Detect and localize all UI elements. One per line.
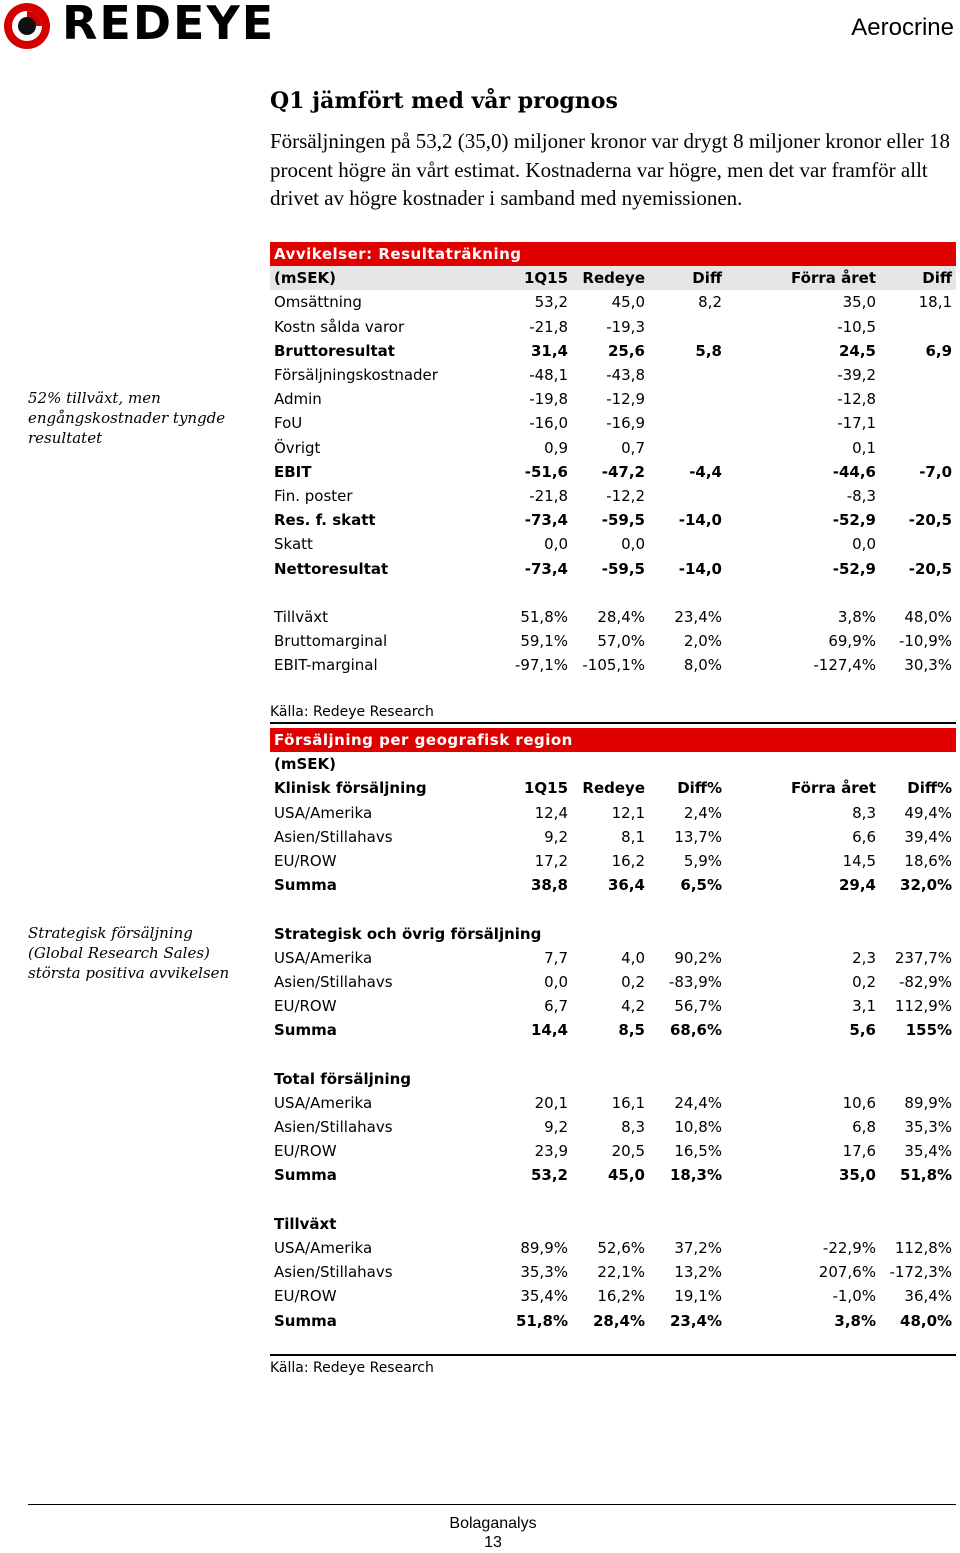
table-cell: 28,4% [592, 1311, 645, 1330]
table-cell: 90,2% [674, 948, 722, 967]
table-cell: 10,6 [842, 1093, 876, 1112]
table-cell: 59,1% [520, 632, 568, 651]
table-cell: 4,0 [621, 948, 645, 967]
table-row [270, 1115, 956, 1139]
table-cell [495, 1212, 568, 1236]
table-cell: 7,7 [544, 948, 568, 967]
table-row [270, 1067, 956, 1091]
table-cell: Summa [274, 1166, 337, 1185]
table-cell [568, 1212, 645, 1236]
table-cell: -39,2 [837, 366, 876, 385]
column-header: Klinisk försäljning [274, 779, 427, 798]
section-intro: Försäljningen på 53,2 (35,0) miljoner kronor var drygt 8 miljoner kronor eller 18 procent högre än vårt estimat. Kostnaderna var högre, men det var framför allt drivet av högre kostnader i samband med nyemissionen. [270, 129, 951, 210]
table-cell: 3,8% [837, 607, 876, 626]
table-row [270, 484, 956, 508]
spacer-cell [270, 897, 956, 921]
table-cell: 37,2% [674, 1239, 722, 1258]
table-cell [645, 315, 722, 339]
table-cell: 16,2% [597, 1287, 645, 1306]
table-cell: 0,2 [621, 972, 645, 991]
brand-name: REDEYE [62, 0, 276, 50]
table-cell: 36,4% [904, 1287, 953, 1306]
table-cell: 52,6% [597, 1239, 645, 1258]
table-cell: -44,6 [832, 462, 876, 481]
table-cell: Tillväxt [274, 607, 329, 626]
table-cell: -52,9 [832, 511, 876, 530]
table-cell: -7,0 [919, 462, 953, 481]
table-cell [645, 411, 722, 435]
table-row [270, 460, 956, 484]
table-row [270, 1212, 956, 1236]
table-title: Avvikelser: Resultaträkning [270, 242, 956, 266]
column-header: (mSEK) [270, 266, 495, 290]
table-row [270, 363, 956, 387]
table-row [270, 436, 956, 460]
table-cell: 35,4% [520, 1287, 568, 1306]
table-cell: -8,3 [846, 486, 876, 505]
table-cell: 237,7% [894, 948, 953, 967]
table-cell: -47,2 [601, 462, 645, 481]
table-cell: 0,7 [621, 438, 645, 457]
table-cell: 17,6 [842, 1142, 876, 1161]
table-cell: 2,0% [683, 632, 722, 651]
table-cell: Admin [274, 390, 322, 409]
unit-row [270, 752, 956, 776]
table-cell: Asien/Stillahavs [274, 972, 393, 991]
table-row [270, 994, 956, 1018]
table-cell [876, 315, 956, 339]
table-cell: Summa [274, 876, 337, 895]
table-cell [876, 363, 956, 387]
company-name: Aerocrine [851, 14, 954, 41]
table-cell: 0,0 [544, 535, 568, 554]
table-cell: -73,4 [524, 559, 568, 578]
table2-bottom-rule [270, 1354, 956, 1356]
table-cell: -19,8 [529, 390, 568, 409]
side-note-strategic: Strategisk försäljning (Global Research Sales) största positiva avvikelsen [28, 924, 230, 982]
table-cell: -22,9% [822, 1239, 876, 1258]
table-cell: 38,8 [530, 876, 568, 895]
table-cell: 45,0 [611, 293, 645, 312]
table-cell: 48,0% [904, 607, 953, 626]
table-cell: -48,1 [529, 366, 568, 385]
table-row [270, 411, 956, 435]
table-cell: -14,0 [678, 559, 722, 578]
column-header: Förra året [722, 266, 876, 290]
income-deviation-table [270, 242, 956, 677]
table-cell: -73,4 [524, 511, 568, 530]
table-cell: Asien/Stillahavs [274, 1118, 393, 1137]
table-cell [722, 922, 876, 946]
table-cell [876, 922, 956, 946]
table-cell: 8,3 [621, 1118, 645, 1137]
table-row [270, 801, 956, 825]
table-cell: 0,9 [544, 438, 568, 457]
table-cell: 16,1 [611, 1093, 645, 1112]
table-cell: -21,8 [529, 317, 568, 336]
table-row [270, 1260, 956, 1284]
table-cell: 6,7 [544, 997, 568, 1016]
table-cell: 35,3% [904, 1118, 953, 1137]
table-row [270, 849, 956, 873]
table-header-row [270, 266, 956, 290]
table-cell: 28,4% [597, 607, 645, 626]
table-cell: 13,2% [674, 1263, 722, 1282]
page-number: 13 [484, 1534, 502, 1551]
table-row [270, 1018, 956, 1042]
table-cell: 51,8% [515, 1311, 568, 1330]
table-cell: USA/Amerika [274, 1239, 373, 1258]
table-cell: 19,1% [674, 1287, 722, 1306]
table-cell: EBIT [274, 462, 312, 481]
table-cell: -14,0 [678, 511, 722, 530]
footer-label: Bolaganalys [449, 1515, 537, 1532]
table-cell: 23,9 [534, 1142, 568, 1161]
column-header: 1Q15 [495, 266, 568, 290]
table-cell: 69,9% [828, 632, 876, 651]
table-cell: -43,8 [606, 366, 645, 385]
table-cell [645, 532, 722, 556]
table-cell: 0,2 [852, 972, 876, 991]
table-cell: Summa [274, 1021, 337, 1040]
table-cell: -20,5 [908, 559, 953, 578]
table-cell [495, 1067, 568, 1091]
table-cell: 49,4% [904, 803, 953, 822]
table-cell: 16,5% [674, 1142, 722, 1161]
table-cell: EU/ROW [274, 997, 337, 1016]
table-cell [876, 484, 956, 508]
table-cell: 155% [905, 1021, 953, 1040]
footer-rule [28, 1504, 956, 1505]
table-cell: 53,2 [530, 1166, 568, 1185]
table-cell: EU/ROW [274, 1287, 337, 1306]
table-cell: 35,3% [520, 1263, 568, 1282]
table-cell: Summa [274, 1311, 337, 1330]
table-cell [645, 363, 722, 387]
table-cell: Fin. poster [274, 486, 353, 505]
table-cell: 57,0% [597, 632, 645, 651]
table-cell: Skatt [274, 535, 313, 554]
table-cell: 6,5% [680, 876, 722, 895]
table-cell: 4,2 [621, 997, 645, 1016]
table-cell: 18,1 [918, 293, 953, 312]
table-cell: 20,1 [534, 1093, 568, 1112]
table-cell: FoU [274, 414, 303, 433]
table-cell: EBIT-marginal [274, 656, 378, 675]
table-row [270, 1163, 956, 1187]
spacer-cell [270, 581, 956, 605]
table-cell: 8,5 [618, 1021, 645, 1040]
table-cell: USA/Amerika [274, 948, 373, 967]
table-cell [645, 922, 722, 946]
table-row [270, 508, 956, 532]
table-cell: Asien/Stillahavs [274, 827, 393, 846]
table-cell: USA/Amerika [274, 1093, 373, 1112]
redeye-logo [0, 0, 276, 52]
table-cell: Övrigt [274, 438, 321, 457]
table-cell: 2,3 [852, 948, 876, 967]
table-cell: 51,8% [900, 1166, 953, 1185]
table-cell: 18,3% [669, 1166, 722, 1185]
section-title: Q1 jämfört med vår prognos [270, 88, 618, 114]
table-cell [876, 1067, 956, 1091]
table-cell: -97,1% [514, 656, 568, 675]
table-cell [645, 436, 722, 460]
spacer-row [270, 1042, 956, 1066]
table-cell: 51,8% [520, 607, 568, 626]
table-cell: 8,0% [683, 656, 722, 675]
table-cell: 8,3 [852, 803, 876, 822]
table-cell: 32,0% [900, 876, 953, 895]
table-cell: -83,9% [668, 972, 722, 991]
column-header: Förra året [791, 779, 876, 798]
table-cell [645, 387, 722, 411]
table-cell: -172,3% [889, 1263, 953, 1282]
table-cell: 53,2 [534, 293, 568, 312]
table-cell: 5,8 [695, 341, 722, 360]
table-cell: -12,9 [606, 390, 645, 409]
table-cell: -82,9% [898, 972, 953, 991]
table-cell: Försäljningskostnader [274, 366, 438, 385]
column-header: Diff [876, 266, 956, 290]
table-cell: 0,0 [852, 535, 876, 554]
table-row [270, 970, 956, 994]
table-cell: 12,1 [611, 803, 645, 822]
table-cell [645, 484, 722, 508]
table-row [270, 556, 956, 580]
table-row [270, 605, 956, 629]
table-cell: 3,1 [852, 997, 876, 1016]
redeye-eye-icon [1, 0, 53, 52]
table-cell: 14,5 [842, 852, 876, 871]
table-cell: 24,5 [838, 341, 876, 360]
table-cell: 5,6 [849, 1021, 876, 1040]
table-row [270, 873, 956, 897]
table-cell: 17,2 [534, 852, 568, 871]
table-cell: -59,5 [601, 559, 645, 578]
table-cell [645, 1067, 722, 1091]
table-row [270, 532, 956, 556]
table-cell: 0,0 [544, 972, 568, 991]
table-row [270, 1091, 956, 1115]
table-cell: 3,8% [834, 1311, 876, 1330]
table-cell: -12,2 [606, 486, 645, 505]
table-cell [876, 1212, 956, 1236]
table-row [270, 1309, 956, 1333]
table-cell: 35,0 [842, 293, 876, 312]
table-cell: Bruttomarginal [274, 632, 388, 651]
table-cell: -10,9% [898, 632, 953, 651]
table1-source: Källa: Redeye Research [270, 704, 956, 724]
table-cell: -12,8 [837, 390, 876, 409]
table-cell: Res. f. skatt [274, 511, 376, 530]
table-row [270, 1139, 956, 1163]
table-cell: 9,2 [544, 827, 568, 846]
table-cell [568, 1067, 645, 1091]
table-cell [876, 532, 956, 556]
table-cell: -105,1% [582, 656, 645, 675]
table-cell: -21,8 [529, 486, 568, 505]
column-header: Diff% [907, 779, 953, 798]
table-row [270, 387, 956, 411]
table-cell: Kostn sålda varor [274, 317, 405, 336]
table-cell: -52,9 [832, 559, 876, 578]
table-cell: 10,8% [674, 1118, 722, 1137]
table-cell: -4,4 [689, 462, 722, 481]
table-row [270, 946, 956, 970]
page-footer [0, 1514, 960, 1552]
table-cell: 112,8% [894, 1239, 953, 1258]
table-cell: Asien/Stillahavs [274, 1263, 393, 1282]
table-cell: EU/ROW [274, 852, 337, 871]
column-header: 1Q15 [523, 779, 568, 798]
table-cell: 13,7% [674, 827, 722, 846]
table-cell [722, 1067, 876, 1091]
table-cell: 2,4% [683, 803, 722, 822]
table-cell: 89,9% [904, 1093, 953, 1112]
table-cell: -1,0% [832, 1287, 876, 1306]
spacer-cell [270, 1042, 956, 1066]
unit-label: (mSEK) [274, 755, 337, 774]
table-cell: 6,8 [852, 1118, 876, 1137]
table-cell: 8,2 [698, 293, 722, 312]
spacer-cell [270, 1188, 956, 1212]
table-cell: -17,1 [837, 414, 876, 433]
table-cell: 207,6% [818, 1263, 876, 1282]
table-cell: USA/Amerika [274, 803, 373, 822]
table-cell: 6,6 [852, 827, 876, 846]
table-title-row [270, 728, 956, 752]
table-cell [645, 1212, 722, 1236]
table-cell: Total försäljning [274, 1069, 411, 1088]
table-row [270, 1284, 956, 1308]
table-cell: 68,6% [669, 1021, 722, 1040]
table-cell: -127,4% [813, 656, 876, 675]
table-row [270, 1236, 956, 1260]
table-cell: -19,3 [606, 317, 645, 336]
table-cell: -51,6 [524, 462, 568, 481]
table-cell: 22,1% [597, 1263, 645, 1282]
table-cell: 18,6% [904, 852, 953, 871]
table-cell: 30,3% [904, 656, 953, 675]
column-header: Diff% [677, 779, 722, 798]
table-row [270, 922, 956, 946]
table-cell [722, 1212, 876, 1236]
table-cell [568, 922, 645, 946]
table-cell: 23,4% [669, 1311, 722, 1330]
side-note-growth: 52% tillväxt, men engångskostnader tyngde resultatet [28, 389, 226, 447]
table-cell: 29,4 [838, 876, 876, 895]
table-cell: -59,5 [601, 511, 645, 530]
spacer-row [270, 1188, 956, 1212]
column-header: Redeye [568, 266, 645, 290]
table2-source: Källa: Redeye Research [270, 1360, 434, 1376]
table-cell: -16,0 [529, 414, 568, 433]
table-row [270, 315, 956, 339]
table-cell: 23,4% [674, 607, 722, 626]
table-cell: 8,1 [621, 827, 645, 846]
table-cell: 0,1 [852, 438, 876, 457]
table-cell: 16,2 [611, 852, 645, 871]
table-row [270, 825, 956, 849]
table-cell: 31,4 [530, 341, 568, 360]
regional-sales-table [270, 728, 956, 1333]
table-row [270, 290, 956, 314]
table-row [270, 653, 956, 677]
table-cell: EU/ROW [274, 1142, 337, 1161]
table-row [270, 629, 956, 653]
table-cell: -16,9 [606, 414, 645, 433]
spacer-row [270, 897, 956, 921]
table-cell: 35,0 [838, 1166, 876, 1185]
table-cell: 9,2 [544, 1118, 568, 1137]
table-row [270, 339, 956, 363]
table-cell: 48,0% [900, 1311, 953, 1330]
spacer-row [270, 581, 956, 605]
table-cell [876, 411, 956, 435]
table-cell: -10,5 [837, 317, 876, 336]
table-cell: 39,4% [904, 827, 953, 846]
table-cell: 0,0 [621, 535, 645, 554]
table-cell: 36,4 [607, 876, 645, 895]
table-cell: 14,4 [530, 1021, 568, 1040]
table-cell: 112,9% [894, 997, 953, 1016]
table-cell [876, 387, 956, 411]
table-header-row [270, 776, 956, 800]
column-header: Diff [645, 266, 722, 290]
table-cell: 56,7% [674, 997, 722, 1016]
table-cell: Bruttoresultat [274, 341, 395, 360]
table-cell: 89,9% [520, 1239, 568, 1258]
table-cell: 24,4% [674, 1093, 722, 1112]
table-cell: Strategisk och övrig försäljning [274, 924, 542, 943]
table-cell: Nettoresultat [274, 559, 389, 578]
table-cell: 5,9% [683, 852, 722, 871]
table-cell: 45,0 [607, 1166, 645, 1185]
table-cell: Tillväxt [274, 1214, 337, 1233]
table-cell: 25,6 [607, 341, 645, 360]
table-cell: 35,4% [904, 1142, 953, 1161]
table-cell: Omsättning [274, 293, 362, 312]
table-title-row [270, 242, 956, 266]
table-cell: -20,5 [908, 511, 953, 530]
table-cell [876, 436, 956, 460]
table-title: Försäljning per geografisk region [270, 728, 956, 752]
table-cell: 20,5 [611, 1142, 645, 1161]
table-cell: 6,9 [925, 341, 953, 360]
table-cell: 12,4 [534, 803, 568, 822]
column-header: Redeye [582, 779, 645, 798]
